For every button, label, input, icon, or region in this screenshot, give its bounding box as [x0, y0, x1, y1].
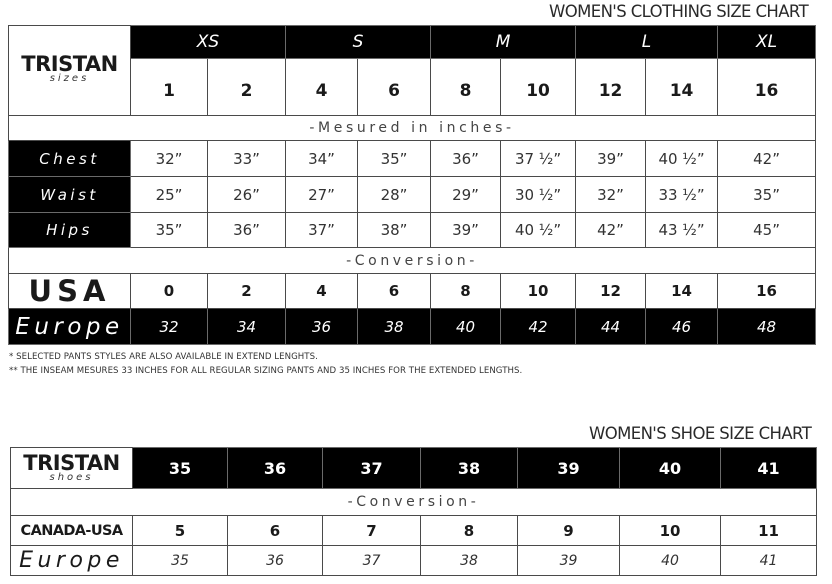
size-number: 14: [646, 59, 718, 116]
europe-size: 38: [358, 309, 431, 345]
canada-usa-size: 5: [133, 516, 228, 546]
europe-size: 44: [576, 309, 646, 345]
footnote-inseam: ** THE INSEAM MESURES 33 INCHES FOR ALL REGULAR SIZING PANTS AND 35 INCHES FOR THE EXTENDED LENGTHS.: [9, 366, 523, 376]
conversion-section-label: -Conversion-: [9, 248, 816, 274]
europe-row: [9, 309, 816, 345]
canada-usa-size: 6: [228, 516, 323, 546]
shoe-europe-size: 41: [721, 546, 817, 576]
shoe-conversion-label: -Conversion-: [11, 489, 817, 516]
shoe-size: 37: [323, 448, 421, 489]
measured-section-label: -Mesured in inches-: [9, 116, 816, 141]
chest-label: Chest: [9, 141, 131, 177]
size-number-row: [9, 59, 816, 116]
chest-value: 42”: [718, 141, 816, 177]
usa-label: USA: [9, 274, 131, 309]
waist-value: 30 ½”: [501, 177, 576, 213]
canada-usa-size: 11: [721, 516, 817, 546]
footnotes: [9, 350, 522, 378]
size-number: 4: [286, 59, 358, 116]
europe-size: 48: [718, 309, 816, 345]
shoe-europe-size: 39: [518, 546, 620, 576]
canada-usa-size: 9: [518, 516, 620, 546]
europe-size: 42: [501, 309, 576, 345]
usa-size: 0: [131, 274, 208, 309]
size-number: 6: [358, 59, 431, 116]
chest-row: [9, 141, 816, 177]
waist-value: 25”: [131, 177, 208, 213]
usa-size: 10: [501, 274, 576, 309]
shoe-size: 38: [421, 448, 518, 489]
hips-value: 45”: [718, 213, 816, 248]
usa-row: [9, 274, 816, 309]
waist-value: 26”: [208, 177, 286, 213]
shoe-brand-logo: [11, 448, 133, 489]
canada-usa-size: 7: [323, 516, 421, 546]
chest-value: 40 ½”: [646, 141, 718, 177]
size-number: 16: [718, 59, 816, 116]
shoe-europe-label: Europe: [11, 546, 133, 576]
shoe-brand-subtitle: shoes: [49, 472, 94, 483]
chest-value: 37 ½”: [501, 141, 576, 177]
canada-usa-size: 8: [421, 516, 518, 546]
hips-label: Hips: [9, 213, 131, 248]
shoe-size: 40: [620, 448, 721, 489]
clothing-size-table: [8, 25, 816, 345]
shoe-europe-row: [11, 546, 817, 576]
size-group-row: [9, 26, 816, 59]
hips-value: 35”: [131, 213, 208, 248]
hips-row: [9, 213, 816, 248]
size-group-s: S: [286, 26, 431, 59]
hips-value: 37”: [286, 213, 358, 248]
europe-label: Europe: [9, 309, 131, 345]
brand-subtitle: sizes: [49, 72, 90, 84]
size-group-m: M: [431, 26, 576, 59]
hips-value: 43 ½”: [646, 213, 718, 248]
waist-value: 29”: [431, 177, 501, 213]
hips-value: 36”: [208, 213, 286, 248]
usa-size: 16: [718, 274, 816, 309]
waist-value: 32”: [576, 177, 646, 213]
chest-value: 34”: [286, 141, 358, 177]
usa-size: 12: [576, 274, 646, 309]
shoe-size: 41: [721, 448, 817, 489]
hips-value: 40 ½”: [501, 213, 576, 248]
europe-size: 36: [286, 309, 358, 345]
shoe-size-row: [11, 448, 817, 489]
usa-size: 8: [431, 274, 501, 309]
brand-name: TRISTAN: [21, 51, 118, 76]
size-group-l: L: [576, 26, 718, 59]
chest-value: 36”: [431, 141, 501, 177]
europe-size: 40: [431, 309, 501, 345]
clothing-chart-title: WOMEN'S CLOTHING SIZE CHART: [549, 2, 809, 21]
chest-value: 39”: [576, 141, 646, 177]
canada-usa-label: CANADA-USA: [11, 516, 133, 546]
shoe-europe-size: 35: [133, 546, 228, 576]
shoe-size: 39: [518, 448, 620, 489]
conversion-section-row: [9, 248, 816, 274]
europe-size: 32: [131, 309, 208, 345]
size-group-xl: XL: [718, 26, 816, 59]
shoe-size: 35: [133, 448, 228, 489]
chest-value: 33”: [208, 141, 286, 177]
size-number: 12: [576, 59, 646, 116]
shoe-conversion-section-row: [11, 489, 817, 516]
usa-size: 14: [646, 274, 718, 309]
waist-value: 27”: [286, 177, 358, 213]
shoe-europe-size: 38: [421, 546, 518, 576]
usa-size: 4: [286, 274, 358, 309]
shoe-europe-size: 40: [620, 546, 721, 576]
europe-size: 34: [208, 309, 286, 345]
usa-size: 6: [358, 274, 431, 309]
shoe-europe-size: 36: [228, 546, 323, 576]
size-number: 8: [431, 59, 501, 116]
canada-usa-size: 10: [620, 516, 721, 546]
waist-label: Waist: [9, 177, 131, 213]
shoe-brand-name: TRISTAN: [23, 451, 120, 475]
hips-value: 38”: [358, 213, 431, 248]
size-group-xs: XS: [131, 26, 286, 59]
waist-value: 33 ½”: [646, 177, 718, 213]
footnote-pants-styles: * SELECTED PANTS STYLES ARE ALSO AVAILABLE IN EXTEND LENGHTS.: [9, 352, 318, 362]
shoe-size-table: [10, 447, 817, 576]
size-number: 10: [501, 59, 576, 116]
hips-value: 39”: [431, 213, 501, 248]
size-number: 1: [131, 59, 208, 116]
waist-value: 35”: [718, 177, 816, 213]
chest-value: 35”: [358, 141, 431, 177]
shoe-europe-size: 37: [323, 546, 421, 576]
shoe-size: 36: [228, 448, 323, 489]
size-number: 2: [208, 59, 286, 116]
waist-value: 28”: [358, 177, 431, 213]
chest-value: 32”: [131, 141, 208, 177]
brand-logo: [9, 26, 131, 116]
hips-value: 42”: [576, 213, 646, 248]
measured-section-row: [9, 116, 816, 141]
waist-row: [9, 177, 816, 213]
europe-size: 46: [646, 309, 718, 345]
canada-usa-row: [11, 516, 817, 546]
usa-size: 2: [208, 274, 286, 309]
shoe-chart-title: WOMEN'S SHOE SIZE CHART: [589, 424, 812, 443]
